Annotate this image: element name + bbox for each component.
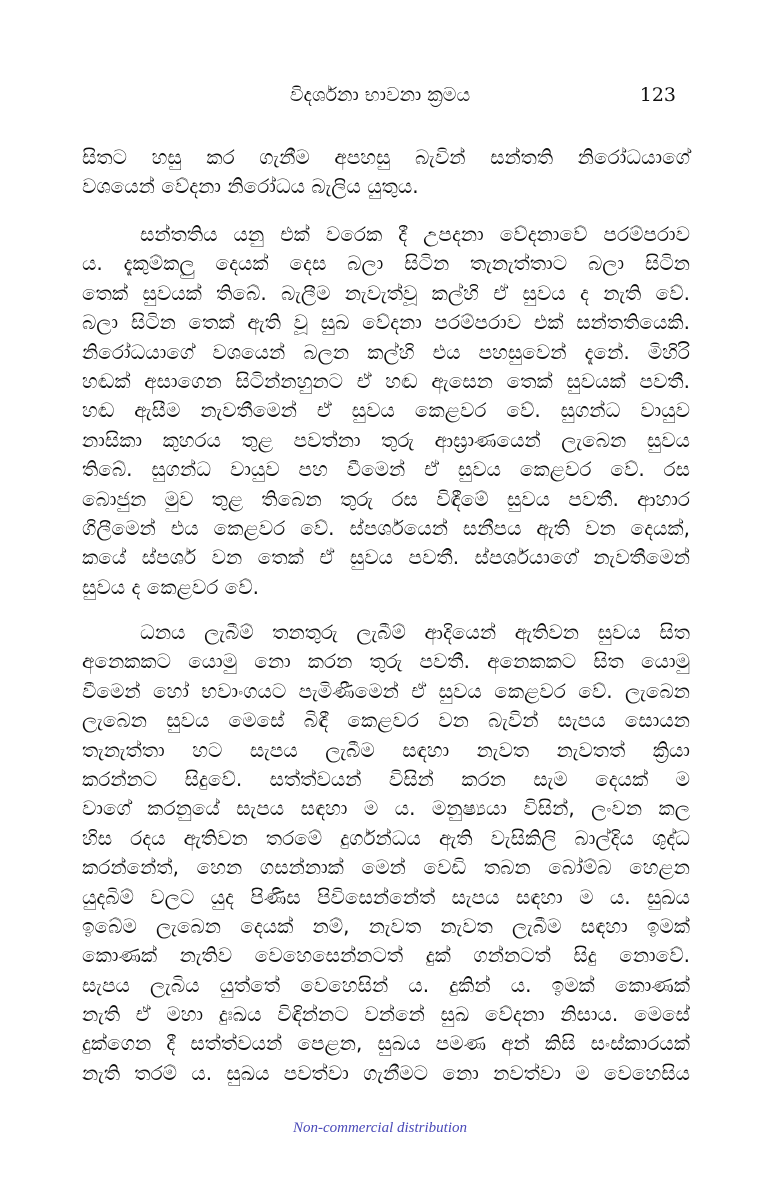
page-header [0, 84, 760, 112]
page-number: 123 [639, 84, 676, 106]
text-line: සිතට හසු කර ගැනීම අපහසු බැවින් සන්තති නිරෝධයාගේ [82, 145, 690, 169]
text-line: දුක්ගෙන දී සත්ත්වයන් පෙළන, සුඛය පමණ අන් කිසි සංස්කාරයක් [82, 1031, 690, 1056]
text-line: නැති තරම් ය. සුඛය පවත්වා ගැනීමට නො නවත්වා ම වෙහෙසිය [82, 1060, 690, 1085]
text-line: හිස රදය ඇතිවන තරමේ දුර්ගන්ධය ඇති වැසිකිලි බාල්දිය ශුද්ධ [82, 825, 690, 850]
text-line: ගිලීමෙන් එය කෙළවර වේ. ස්පර්ශයෙන් සනීපය ඇති වන දෙයක්, [82, 515, 690, 540]
text-line: කරන්නේත්, හෙන ගසන්නාක් මෙන් වෙඩි තබන බෝම්බ හෙළන [82, 855, 690, 880]
text-line: කොණක් නැතිව වෙහෙසෙන්නටත් දුක් ගන්නටත් සිදු නොවේ. [82, 943, 690, 968]
text-line: වශයෙන් වේදනා නිරෝධය බැලිය යුතුය. [82, 174, 419, 199]
text-line: නාසිකා කුහරය තුළ පවත්නා තුරු ආඝ්‍රාණයෙන් ලැබෙන සුවය [82, 427, 690, 452]
footer-notice: Non-commercial distribution [292, 1120, 468, 1136]
text-line: වීමෙන් හෝ භවාංගයට පැමිණීමෙන් ඒ සුවය කෙළවර වේ. ලැබෙන [82, 678, 690, 703]
text-line: සුවය ද කෙළවර වේ. [82, 574, 260, 599]
text-line: බලා සිටින තෙක් ඇති වූ සුඛ වේදනා පරම්පරාව එක් සන්තතියෙකි. [82, 310, 690, 335]
text-line: හඬක් අසාගෙන සිටින්නහුනට ඒ හඬ ඇසෙන තෙක් සුවයක් පවතී. [82, 368, 690, 393]
text-line: ඉබේම ලැබෙන දෙයක් නම්, නැවත නැවත ලැබීම සඳහා ඉමක් [82, 913, 690, 938]
text-line: නිරෝධයාගේ වශයෙන් බලන කල්හි එය පහසුවෙන් දැනේ. මිහිරි [82, 339, 690, 364]
running-title: විදර්ශනා භාවනා ක්‍රමය [289, 84, 471, 106]
text-line: තිබේ. සුගන්ධ වායුව පහ වීමෙන් ඒ සුවය කෙළවර වේ. රස [82, 457, 690, 482]
text-line: සන්තතිය යනු එක් වරෙක දී උපදනා වේදනාවේ පරම්පරාව [140, 222, 690, 246]
text-line: ධනය ලැබීම් තනතුරු ලැබීම් ආදියෙන් ඇතිවන සුවය සිත [140, 620, 690, 644]
paragraph-2 [82, 220, 690, 602]
text-line: යුදබිම් වලට යුද පිණිස පිවිසෙන්නේත් සැපය සඳහා ම ය. සුඛය [82, 884, 690, 909]
paragraph-1 [82, 143, 690, 202]
text-line: කරන්නට සිදුවේ. සත්ත්වයන් විසින් කරන සැම දෙයක් ම [82, 766, 690, 791]
text-line: කයේ ස්පර්ශ වන තෙක් ඒ සුවය පවතී. ස්පර්ශයාගේ නැවතීමෙන් [82, 545, 690, 570]
text-line: ලැබෙන සුවය මෙසේ බිඳී කෙළවර වන බැවින් සැපය සොයන [82, 708, 690, 733]
text-line: වාගේ කරනුයේ සැපය සඳහා ම ය. මනුෂ්‍යයා විසින්, ලංවන කල [82, 796, 690, 821]
paragraph-3 [82, 618, 690, 1088]
text-line: ය. දැකුම්කලු දෙයක් දෙස බලා සිටින තැනැත්තාට බලා සිටින [82, 251, 690, 276]
text-line: සැපය ලැබිය යුත්තේ වෙහෙසින් ය. දුකින් ය. ඉමක් කොණක් [82, 972, 690, 997]
text-line: තැනැත්තා හට සැපය ලැබීම සඳහා නැවත නැවතත් ක්‍රියා [82, 737, 690, 762]
text-line: හඬ ඇසීම නැවතීමෙන් ඒ සුවය කෙළවර වේ. සුගන්ධ වායුව [82, 398, 690, 423]
text-line: අනෙකකට යොමු නො කරන තුරු පවතී. අනෙකකට සිත යොමු [82, 649, 690, 674]
text-line: තෙක් සුවයක් තිබේ. බැලීම නැවැත්වූ කල්හි ඒ සුවය ද නැති වේ. [82, 280, 690, 305]
text-line: බොජුන මුව තුළ තිබෙන තුරු රස විඳීමේ සුවය පවතී. ආහාර [82, 486, 690, 511]
text-line: නැති ඒ මහා දුඃඛය විඳින්නට වන්නේ සුඛ වේදනා නිසාය. මෙසේ [82, 1002, 690, 1027]
